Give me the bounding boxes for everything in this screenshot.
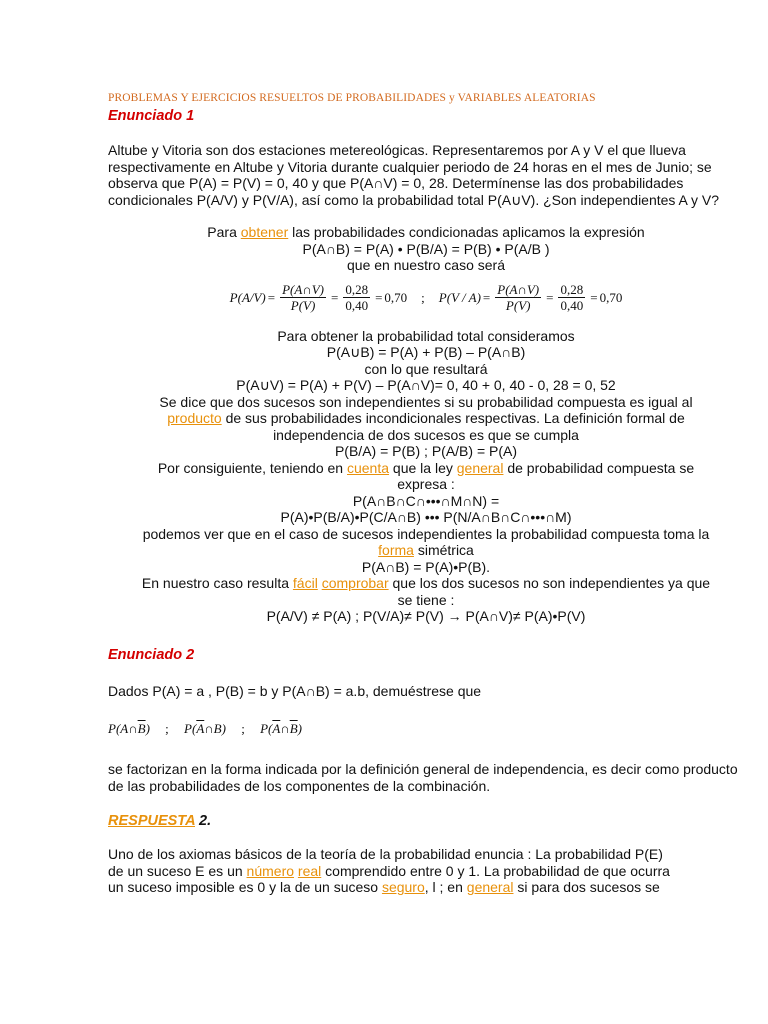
link-general-2[interactable]: general bbox=[466, 879, 514, 895]
enunciado-2-heading: Enunciado 2 bbox=[108, 646, 195, 663]
separator: ; bbox=[241, 721, 245, 736]
link-cuenta[interactable]: cuenta bbox=[346, 459, 390, 476]
text: ) bbox=[145, 721, 150, 736]
denominator: P(V) bbox=[290, 298, 316, 313]
respuesta-number: 2. bbox=[195, 813, 212, 829]
fraction bbox=[558, 282, 585, 313]
link-forma[interactable]: forma bbox=[378, 542, 414, 558]
text: comprendido entre 0 y 1. La probabilidad de que ocurra bbox=[321, 862, 670, 879]
text: un suceso imposible es 0 y la de un suceso bbox=[108, 879, 382, 895]
link-facil[interactable]: fácil bbox=[292, 575, 318, 591]
text: simétrica bbox=[413, 542, 474, 558]
numerator: 0,28 bbox=[560, 282, 584, 297]
numerator: P(A∩V) bbox=[497, 282, 540, 297]
expression bbox=[260, 721, 302, 736]
equals-sign: = bbox=[482, 289, 491, 305]
formula-lhs: P(A/V) bbox=[229, 289, 266, 305]
text: P( bbox=[260, 721, 273, 736]
text: que la ley bbox=[389, 459, 457, 476]
text: de sus probabilidades incondicionales respectivas. La definición formal de bbox=[221, 410, 685, 426]
complement: $\overline{A}$ bbox=[272, 721, 281, 736]
formula-separator: ; bbox=[421, 289, 425, 305]
expression bbox=[184, 721, 226, 736]
document-page bbox=[108, 92, 744, 896]
respuesta-2-body bbox=[108, 846, 744, 896]
link-general[interactable]: general bbox=[456, 459, 504, 476]
respuesta-2-heading bbox=[108, 812, 744, 830]
respuesta-link[interactable]: RESPUESTA bbox=[108, 813, 196, 829]
complement-expressions bbox=[108, 721, 744, 737]
link-real[interactable]: real bbox=[297, 862, 322, 879]
formula-lhs: P(V / A) bbox=[438, 289, 481, 305]
denominator: 0,40 bbox=[345, 298, 369, 313]
solution-line: independencia de dos sucesos es que se cumpla bbox=[273, 426, 579, 443]
link-producto[interactable]: producto bbox=[167, 410, 222, 426]
solution-line bbox=[108, 542, 744, 559]
compound-law-lhs: P(A∩B∩C∩•••∩M∩N) = bbox=[352, 492, 500, 509]
solution-line bbox=[108, 460, 744, 477]
text: de un suceso E es un bbox=[108, 862, 247, 879]
symmetric-form: P(A∩B) = P(A)•P(B). bbox=[361, 558, 491, 575]
text: de probabilidad compuesta se bbox=[503, 459, 695, 476]
text: En nuestro caso resulta bbox=[141, 575, 293, 591]
solution-line bbox=[108, 224, 744, 241]
formula-result: 0,70 bbox=[384, 289, 408, 305]
solution-line bbox=[108, 575, 744, 592]
compound-probability-formula: P(A∩B) = P(A) • P(B/A) = P(B) • P(A/B ) bbox=[302, 240, 550, 257]
solution-line: expresa : bbox=[397, 476, 455, 492]
denominator: 0,40 bbox=[560, 298, 584, 313]
solution-1 bbox=[108, 224, 744, 625]
text: ∩B) bbox=[204, 721, 226, 736]
solution-line: que en nuestro caso será bbox=[347, 257, 505, 273]
text: si para dos sucesos se bbox=[513, 879, 660, 895]
link-seguro[interactable]: seguro bbox=[381, 879, 425, 895]
fraction bbox=[495, 282, 541, 313]
text: Por consiguiente, teniendo en bbox=[157, 459, 347, 476]
answer-line: Uno de los axiomas básicos de la teoría de la probabilidad enuncia : La probabilidad P(E) bbox=[108, 846, 663, 862]
equals-sign: = bbox=[375, 289, 383, 305]
union-formula: P(A∪B) = P(A) + P(B) – P(A∩B) bbox=[326, 344, 526, 360]
link-obtener[interactable]: obtener bbox=[240, 224, 289, 240]
complement: $\overline{A}$ bbox=[196, 721, 205, 736]
compound-law-rhs: P(A)•P(B/A)•P(C/A∩B) ••• P(N/A∩B∩C∩•••∩M) bbox=[280, 509, 572, 525]
conditional-probability-formula bbox=[108, 278, 744, 318]
solution-line: con lo que resultará bbox=[364, 360, 488, 377]
equals-sign: = bbox=[330, 289, 339, 305]
text: ) bbox=[297, 721, 302, 736]
text: P( bbox=[184, 721, 197, 736]
non-independence-conclusion: P(A/V) ≠ P(A) ; P(V/A)≠ P(V) → P(A∩V)≠ P(A)•P(V) bbox=[266, 608, 586, 624]
equals-sign: = bbox=[267, 289, 276, 305]
text: las probabilidades condicionadas aplicamos la expresión bbox=[288, 224, 645, 240]
fraction bbox=[280, 282, 326, 313]
text: , l ; en bbox=[424, 879, 467, 895]
total-probability-result: P(A∪V) = P(A) + P(V) – P(A∩V)= 0, 40 + 0, 40 - 0, 28 = 0, 52 bbox=[236, 377, 616, 393]
answer-line bbox=[108, 879, 744, 896]
link-numero[interactable]: número bbox=[246, 862, 295, 879]
text: ∩ bbox=[280, 721, 290, 736]
equals-sign: = bbox=[546, 289, 554, 305]
solution-line: Se dice que dos sucesos son independientes si su probabilidad compuesta es igual al bbox=[159, 393, 693, 410]
document-title: PROBLEMAS Y EJERCICIOS RESUELTOS DE PROBABILIDADES y VARIABLES ALEATORIAS bbox=[108, 92, 596, 104]
numerator: P(A∩V) bbox=[282, 282, 324, 297]
fraction bbox=[343, 282, 370, 313]
equals-sign: = bbox=[590, 289, 598, 305]
complement: $\overline{B}$ bbox=[137, 721, 146, 736]
separator: ; bbox=[165, 721, 169, 736]
expression bbox=[108, 721, 150, 736]
text: Para bbox=[207, 224, 241, 240]
enunciado-2-conclusion: se factorizan en la forma indicada por la definición general de independencia, es decir como producto de las probabilidades de los componentes de la combinación. bbox=[108, 761, 738, 794]
text: que los dos sucesos no son independientes ya que bbox=[388, 575, 711, 591]
solution-line: se tiene : bbox=[397, 591, 455, 608]
enunciado-1-heading: Enunciado 1 bbox=[108, 108, 195, 124]
answer-line bbox=[108, 863, 744, 880]
solution-line: podemos ver que en el caso de sucesos independientes la probabilidad compuesta toma la bbox=[142, 525, 710, 542]
text: P(A∩ bbox=[108, 721, 138, 736]
solution-line bbox=[108, 410, 744, 427]
numerator: 0,28 bbox=[345, 282, 369, 297]
link-comprobar[interactable]: comprobar bbox=[321, 575, 389, 591]
denominator: P(V) bbox=[505, 298, 531, 313]
complement: $\overline{B}$ bbox=[289, 721, 298, 736]
enunciado-2-statement: Dados P(A) = a , P(B) = b y P(A∩B) = a.b, demuéstrese que bbox=[108, 682, 482, 699]
formula-result: 0,70 bbox=[599, 289, 623, 305]
enunciado-1-statement: Altube y Vitoria son dos estaciones metereológicas. Representaremos por A y V el que llueva respectivamente en Altube y Vitoria durante cualquier periodo de 24 horas en el mes de Junio; se observa que P(A) = P(V) = 0, 40 y que P(A∩V) = 0, 28. Determínense las dos probabilidades condicionales P(A/V) y P(V/A), así como la probabilidad total P(A∪V). ¿Son independientes A y V? bbox=[108, 142, 720, 208]
solution-line: Para obtener la probabilidad total consideramos bbox=[277, 327, 575, 344]
independence-definition: P(B/A) = P(B) ; P(A/B) = P(A) bbox=[334, 443, 518, 459]
